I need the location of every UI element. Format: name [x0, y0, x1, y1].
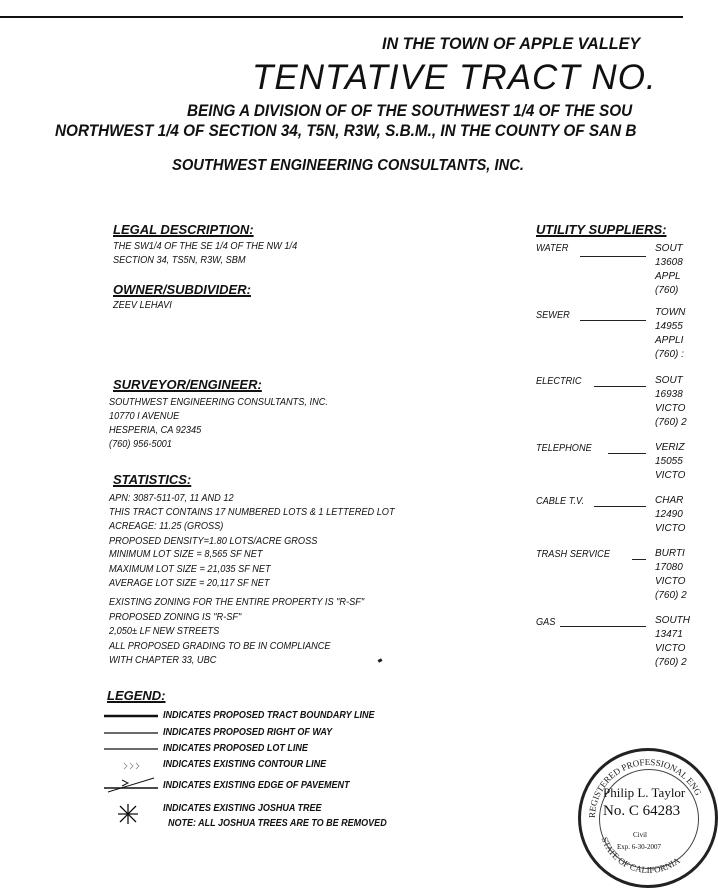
utility-cable-l1: CHAR [655, 495, 684, 506]
legend-pavement-text: INDICATES EXISTING EDGE OF PAVEMENT [163, 780, 350, 791]
utility-trash-l1: BURTI [655, 548, 685, 559]
utility-leader-line [580, 256, 646, 257]
stat-line: APN: 3087-511-07, 11 AND 12 [109, 493, 234, 504]
legal-description-heading: LEGAL DESCRIPTION: [113, 222, 254, 237]
legend-heading: LEGEND: [107, 688, 166, 703]
utility-trash-label: TRASH SERVICE [536, 549, 610, 560]
utility-telephone-l2: 15055 [655, 456, 683, 467]
legal-line-1: THE SW1/4 OF THE SE 1/4 OF THE NW 1/4 [113, 241, 298, 252]
seal-ring-top: REGISTERED PROFESSIONAL ENG [586, 756, 704, 819]
utility-water-l2: 13608 [655, 257, 683, 268]
division-line-2: NORTHWEST 1/4 OF SECTION 34, T5N, R3W, S.B.M., IN THE COUNTY OF SAN B [55, 121, 637, 140]
legend-contour-text: INDICATES EXISTING CONTOUR LINE [163, 759, 327, 770]
utility-leader-line [560, 626, 646, 627]
owner-name: ZEEV LEHAVI [113, 300, 172, 311]
surveyor-heading: SURVEYOR/ENGINEER: [113, 377, 262, 392]
utility-gas-label: GAS [536, 617, 556, 628]
stat-line: PROPOSED ZONING IS "R-SF" [109, 612, 242, 623]
utility-sewer-l4: (760) : [655, 349, 684, 360]
contour-line-symbol [124, 763, 139, 769]
utility-water-l4: (760) [655, 285, 679, 296]
statistics-heading: STATISTICS: [113, 472, 192, 487]
owner-heading: OWNER/SUBDIVIDER: [113, 282, 251, 297]
utility-leader-line [594, 386, 646, 387]
utility-electric-l1: SOUT [655, 375, 683, 386]
utility-leader-line [608, 453, 646, 454]
surveyor-line-1: SOUTHWEST ENGINEERING CONSULTANTS, INC. [109, 397, 328, 408]
utility-electric-l3: VICTO [655, 403, 686, 414]
surveyor-line-3: HESPERIA, CA 92345 [109, 425, 202, 436]
seal-civil: Civil [633, 831, 648, 839]
utility-electric-label: ELECTRIC [536, 376, 582, 387]
joshua-tree-symbol [118, 804, 138, 824]
stat-line: AVERAGE LOT SIZE = 20,117 SF NET [109, 578, 270, 589]
stat-line: MINIMUM LOT SIZE = 8,565 SF NET [109, 549, 263, 560]
utility-water-l3: APPL [655, 271, 681, 282]
utility-cable-l3: VICTO [655, 523, 686, 534]
utility-suppliers-heading: UTILITY SUPPLIERS: [536, 222, 667, 237]
legend-joshua-text: INDICATES EXISTING JOSHUA TREE [163, 803, 322, 814]
utility-trash-l4: (760) 2 [655, 590, 687, 601]
legend-symbols [100, 708, 162, 828]
top-border-line [0, 16, 683, 18]
tract-title: TENTATIVE TRACT NO. [252, 58, 657, 97]
legend-lot-text: INDICATES PROPOSED LOT LINE [163, 743, 308, 754]
utility-trash-l2: 17080 [655, 562, 683, 573]
utility-gas-l4: (760) 2 [655, 657, 687, 668]
utility-water-l1: SOUT [655, 243, 683, 254]
utility-sewer-label: SEWER [536, 310, 570, 321]
stat-line: EXISTING ZONING FOR THE ENTIRE PROPERTY IS "R-SF" [109, 597, 365, 608]
utility-sewer-l2: 14955 [655, 321, 683, 332]
town-heading: IN THE TOWN OF APPLE VALLEY [382, 34, 641, 53]
seal-engineer-name: Philip L. Taylor [603, 785, 686, 800]
engineer-seal [578, 748, 718, 888]
legend-note-text: NOTE: ALL JOSHUA TREES ARE TO BE REMOVED [168, 818, 387, 829]
legend-boundary-text: INDICATES PROPOSED TRACT BOUNDARY LINE [163, 710, 375, 721]
firm-name: SOUTHWEST ENGINEERING CONSULTANTS, INC. [172, 157, 524, 174]
legal-line-2: SECTION 34, TS5N, R3W, SBM [113, 255, 246, 266]
utility-sewer-l3: APPLI [655, 335, 684, 346]
utility-leader-line [594, 506, 646, 507]
seal-license-number: No. C 64283 [603, 803, 681, 819]
utility-trash-l3: VICTO [655, 576, 686, 587]
utility-electric-l4: (760) 2 [655, 417, 687, 428]
utility-cable-label: CABLE T.V. [536, 496, 585, 507]
stat-line: MAXIMUM LOT SIZE = 21,035 SF NET [109, 564, 271, 575]
seal-ring-bottom: STATE OF CALIFORNIA [599, 835, 682, 876]
utility-telephone-l3: VICTO [655, 470, 686, 481]
utility-sewer-l1: TOWN [655, 307, 686, 318]
legend-row-text: INDICATES PROPOSED RIGHT OF WAY [163, 727, 333, 738]
stat-line: ACREAGE: 11.25 (GROSS) [109, 521, 224, 532]
pavement-edge-symbol [104, 778, 158, 792]
utility-water-label: WATER [536, 243, 569, 254]
stat-line: 2,050± LF NEW STREETS [109, 626, 220, 637]
seal-expiration: Exp. 6-30-2007 [617, 843, 661, 851]
division-line-1: BEING A DIVISION OF OF THE SOUTHWEST 1/4 OF THE SOU [187, 101, 633, 120]
utility-telephone-label: TELEPHONE [536, 443, 592, 454]
stat-line: ALL PROPOSED GRADING TO BE IN COMPLIANCE [109, 641, 331, 652]
stat-line: WITH CHAPTER 33, UBC [109, 655, 217, 666]
utility-gas-l1: SOUTH [655, 615, 690, 626]
stat-line: PROPOSED DENSITY=1.80 LOTS/ACRE GROSS [109, 536, 318, 547]
utility-leader-line [580, 320, 646, 321]
stray-mark [378, 658, 383, 663]
utility-leader-line [632, 559, 646, 560]
surveyor-line-4: (760) 956-5001 [109, 439, 172, 450]
utility-gas-l3: VICTO [655, 643, 686, 654]
surveyor-line-2: 10770 I AVENUE [109, 411, 180, 422]
stat-line: THIS TRACT CONTAINS 17 NUMBERED LOTS & 1 LETTERED LOT [109, 507, 395, 518]
utility-cable-l2: 12490 [655, 509, 683, 520]
utility-gas-l2: 13471 [655, 629, 683, 640]
utility-electric-l2: 16938 [655, 389, 683, 400]
utility-telephone-l1: VERIZ [655, 442, 685, 453]
